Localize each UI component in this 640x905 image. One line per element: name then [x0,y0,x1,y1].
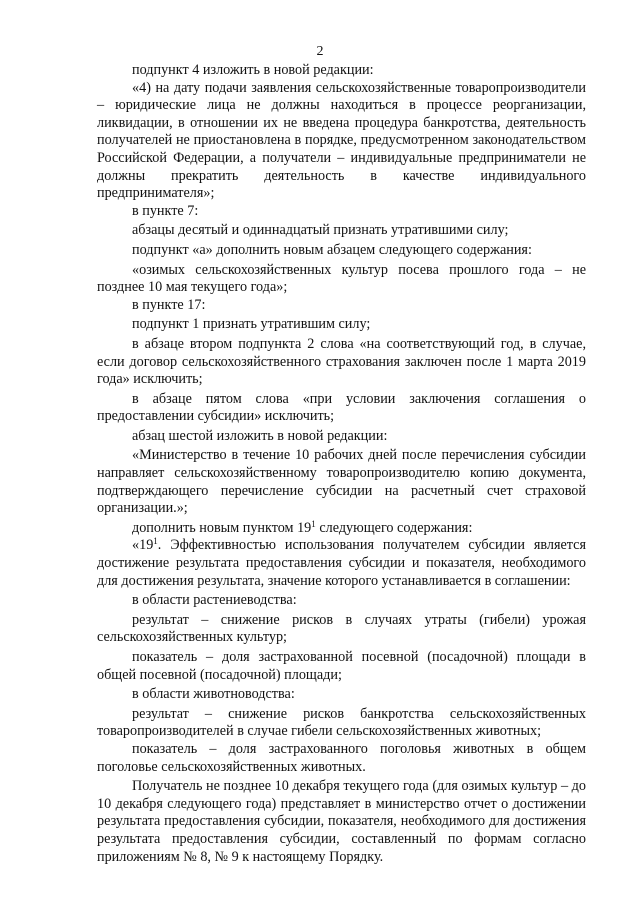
paragraph: «озимых сельскохозяйственных культур посева прошлого года – не позднее 10 мая текущего года»; [97,261,586,296]
paragraph: в области растениеводства: [132,592,297,609]
paragraph-definition [97,537,586,590]
paragraph: подпункт «а» дополнить новым абзацем следующего содержания: [132,241,532,258]
paragraph-add-point [97,520,586,538]
paragraph: «Министерство в течение 10 рабочих дней после перечисления субсидии направляет сельскохозяйственному товаропроизводителю копию документа, подтверждающего перечисление субсидии на расчетный счет страховой организации.»; [97,447,586,517]
superscript: 1 [153,536,158,547]
page-number: 2 [316,44,324,59]
paragraph: в пункте 7: [132,202,199,219]
paragraph: в области животноводства: [132,686,295,703]
paragraph: в пункте 17: [132,296,206,313]
paragraph: Получатель не позднее 10 декабря текущего года (для озимых культур – до 10 декабря следующего года) представляет в министерство отчет о достижении результата предоставления субсидии, показателя, необходимого для достижения результата предоставления субсидии, составленный по формам согласно приложениям № 8, № 9 к настоящему Порядку. [97,778,586,865]
paragraph: в абзаце пятом слова «при условии заключения соглашения о предоставлении субсидии» исключить; [97,390,586,425]
paragraph: показатель – доля застрахованной посевной (посадочной) площади в общей посевной (посадочной) площади; [97,649,586,683]
paragraph: подпункт 4 изложить в новой редакции: [132,62,374,78]
text-part: . Эффективностью использования получателем субсидии является достижение результата предоставления субсидии и показателя, необходимого для достижения результата, значение которого устанавливается в соглашении: [97,537,586,589]
paragraph: результат – снижение рисков банкротства сельскохозяйственных товаропроизводителей в случае гибели сельскохозяйственных животных; [97,705,586,740]
paragraph: абзац шестой изложить в новой редакции: [132,427,388,444]
paragraph: подпункт 1 признать утратившим силу; [132,316,371,333]
paragraph: результат – снижение рисков в случаях утраты (гибели) урожая сельскохозяйственных культур; [97,611,586,646]
paragraph: абзацы десятый и одиннадцатый признать утратившими силу; [132,222,509,239]
paragraph: показатель – доля застрахованного поголовья животных в общем поголовье сельскохозяйственных животных. [97,740,586,775]
paragraph: в абзаце втором подпункта 2 слова «на соответствующий год, в случае, если договор сельскохозяйственного страхования заключен после 1 марта 2019 года» исключить; [97,335,586,388]
text-part: следующего содержания: [315,519,473,536]
text-part: «19 [132,537,154,554]
text-part: дополнить новым пунктом 19 [132,519,312,536]
superscript: 1 [311,518,316,529]
paragraph: «4) на дату подачи заявления сельскохозяйственные товаропроизводители – юридические лица не должны находиться в процессе реорганизации, ликвидации, в отношении их не введена процедура банкротства, деятельность получателей не приостановлена в порядке, предусмотренном законодательством Российской Федерации, а получатели – индивидуальные предприниматели не должны прекратить деятельность в качестве индивидуального предпринимателя»; [97,79,586,202]
document-body [97,62,586,866]
